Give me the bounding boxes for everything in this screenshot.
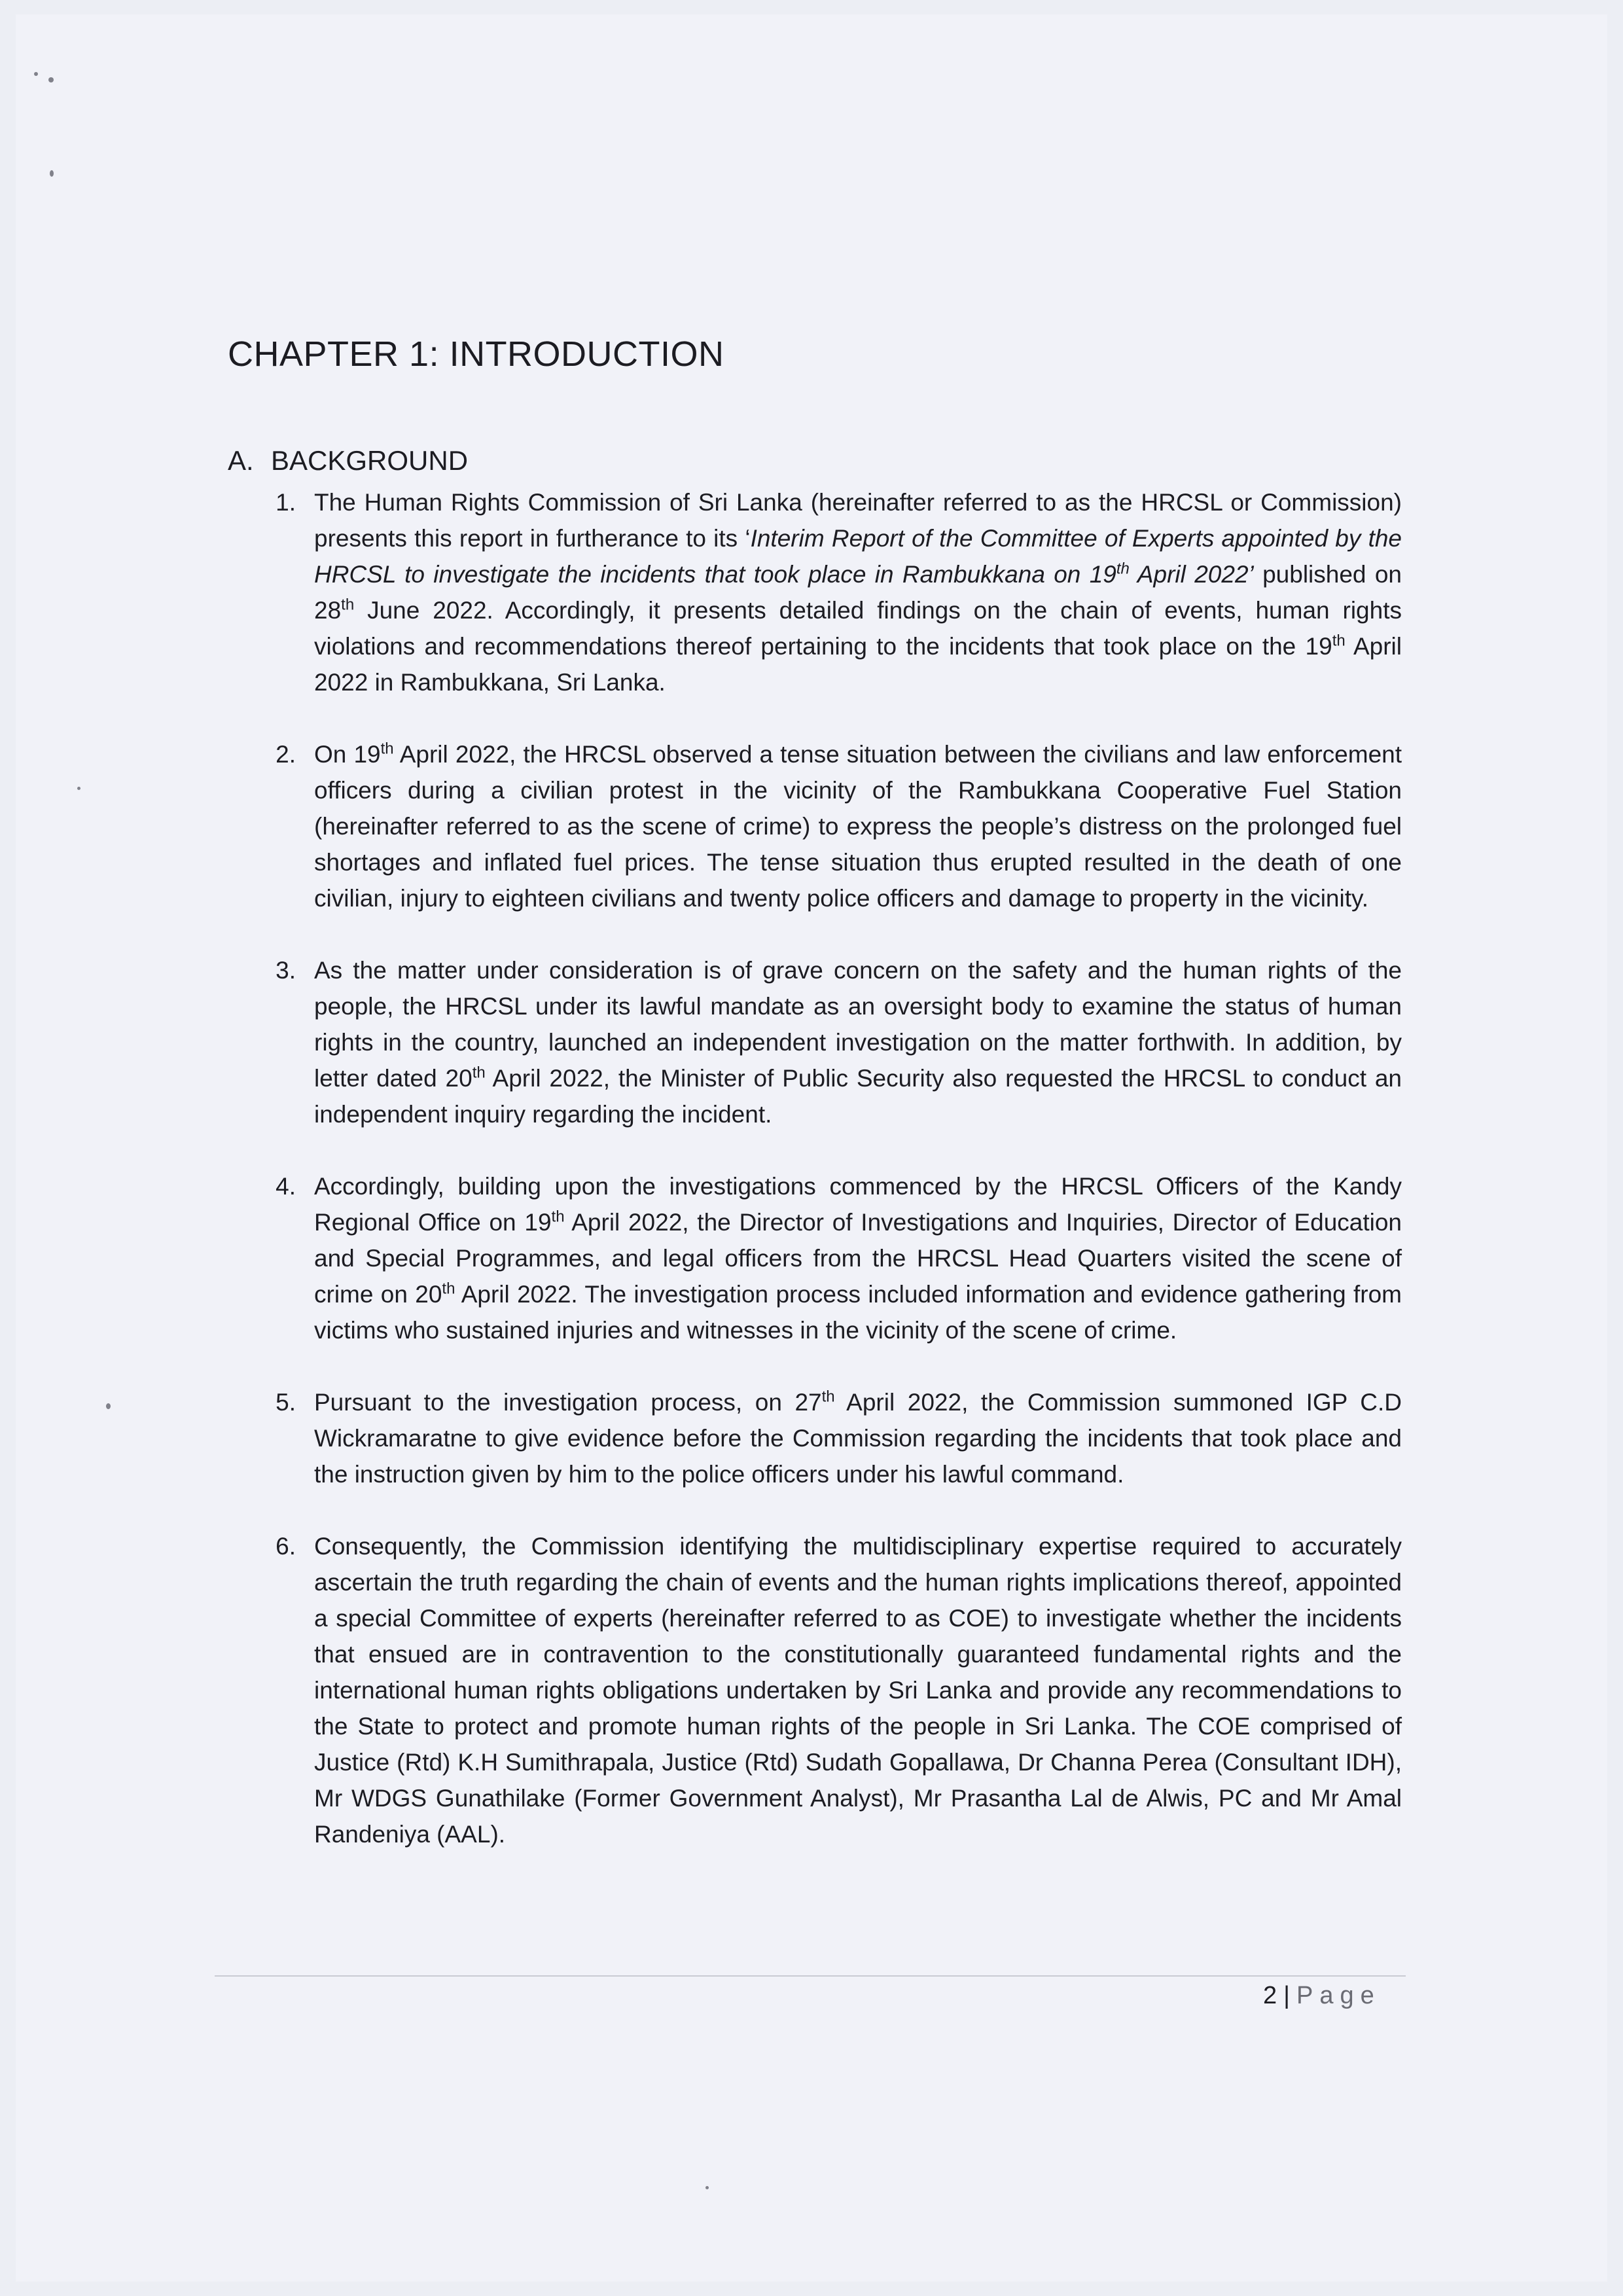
italic-text: Interim Report of the Committee of Experts appointed by the HRCSL to investigate the incidents that took place in Rambukkana on 19 [314, 525, 1402, 588]
ordinal-suffix: th [821, 1388, 835, 1406]
paragraph-text [314, 1384, 1402, 1492]
chapter-title: CHAPTER 1: INTRODUCTION [228, 334, 724, 374]
scan-speck [34, 72, 38, 76]
paragraph-text [314, 1168, 1402, 1348]
section-title: BACKGROUND [271, 445, 469, 476]
paragraph-text [314, 952, 1402, 1132]
page-number-separator: | [1283, 1982, 1291, 2009]
paragraph-item [270, 1384, 1402, 1492]
ordinal-suffix: th [1332, 632, 1346, 650]
paragraph-number: 5. [276, 1389, 296, 1416]
page-number-value: 2 [1263, 1982, 1277, 2009]
paragraph-number: 4. [276, 1173, 296, 1200]
section-letter: A. [228, 445, 254, 476]
text-run: April 2022. The investigation process included information and evidence gathering from victims who sustained injuries and witnesses in the vicinity of the scene of crime. [314, 1281, 1402, 1344]
scan-speck [50, 170, 54, 177]
text-run: April 2022, the Minister of Public Security also requested the HRCSL to conduct an independent inquiry regarding the incident. [314, 1065, 1402, 1128]
text-run: Accordingly, building upon the investigations commenced by the HRCSL Officers of the Kandy Regional Office on 19 [314, 1173, 1402, 1236]
paragraph-item [270, 484, 1402, 700]
text-run: April 2022, the HRCSL observed a tense situation between the civilians and law enforcement officers during a civilian protest in the vicinity of the Rambukkana Cooperative Fuel Station (hereinafter referred to as the scene of crime) to express the people’s distress on the prolonged fuel shortages and inflated fuel prices. The tense situation thus erupted resulted in the death of one civilian, injury to eighteen civilians and twenty police officers and damage to property in the vicinity. [314, 741, 1402, 912]
text-run: April 2022, the Director of Investigations and Inquiries, Director of Education and Special Programmes, and legal officers from the HRCSL Head Quarters visited the scene of crime on 20 [314, 1209, 1402, 1308]
ordinal-suffix: th [442, 1280, 455, 1298]
paragraph-item [270, 736, 1402, 916]
page-number [1263, 1982, 1381, 2010]
paragraph-text [314, 484, 1402, 700]
text-run: June 2022. Accordingly, it presents detailed findings on the chain of events, human rights violations and recommendations thereof pertaining to the incidents that took place on the 19 [314, 597, 1402, 660]
paragraph-number: 3. [276, 957, 296, 984]
italic-text: April 2022’ [1129, 561, 1254, 588]
text-run: On 19 [314, 741, 381, 768]
ordinal-suffix: th [551, 1208, 565, 1226]
paragraph-number: 2. [276, 741, 296, 768]
paragraph-item [270, 1168, 1402, 1348]
footer-divider [215, 1975, 1406, 1977]
text-run: Consequently, the Commission identifying the multidisciplinary expertise required to accurately ascertain the truth regarding the chain of events and the human rights implications thereof, appointed a special Committee of experts (hereinafter referred to as COE) to investigate whether the incidents that ensued are in contravention to the constitutionally guaranteed fundamental rights and the international human rights obligations undertaken by Sri Lanka and provide any recommendations to the State to protect and promote human rights of the people in Sri Lanka. The COE comprised of Justice (Rtd) K.H Sumithrapala, Justice (Rtd) Sudath Gopallawa, Dr Channa Perea (Consultant IDH), Mr WDGS Gunathilake (Former Government Analyst), Mr Prasantha Lal de Alwis, PC and Mr Amal Randeniya (AAL). [314, 1533, 1402, 1848]
text-run: April 2022 in Rambukkana, Sri Lanka. [314, 633, 1402, 696]
paragraph-item [270, 1528, 1402, 1852]
page-word: Page [1296, 1982, 1381, 2009]
paragraph-item [270, 952, 1402, 1132]
text-run: Pursuant to the investigation process, on 27 [314, 1389, 822, 1416]
ordinal-suffix: th [380, 740, 394, 758]
text-run: As the matter under consideration is of grave concern on the safety and the human rights of the people, the HRCSL under its lawful mandate as an oversight body to examine the status of human rights in the country, launched an independent investigation on the matter forthwith. In addition, by letter dated 20 [314, 957, 1402, 1092]
scan-speck [106, 1403, 111, 1409]
ordinal-suffix: th [341, 596, 355, 614]
scan-speck [77, 787, 80, 790]
scan-speck [705, 2186, 709, 2189]
scan-speck [48, 77, 54, 82]
text-run: published on 28 [314, 561, 1402, 624]
text-run: April 2022, the Commission summoned IGP C.D Wickramaratne to give evidence before the Commission regarding the incidents that took place and the instruction given by him to the police officers under his lawful command. [314, 1389, 1402, 1488]
ordinal-suffix: th [472, 1064, 486, 1082]
paragraph-text [314, 1528, 1402, 1852]
paragraph-number: 1. [276, 489, 296, 516]
paragraph-list [270, 484, 1402, 1888]
paragraph-number: 6. [276, 1533, 296, 1560]
section-heading [228, 445, 468, 476]
text-run: The Human Rights Commission of Sri Lanka (hereinafter referred to as the HRCSL or Commission) presents this report in furtherance to its ‘ [314, 489, 1402, 552]
paragraph-text [314, 736, 1402, 916]
ordinal-suffix: th [1116, 560, 1130, 578]
